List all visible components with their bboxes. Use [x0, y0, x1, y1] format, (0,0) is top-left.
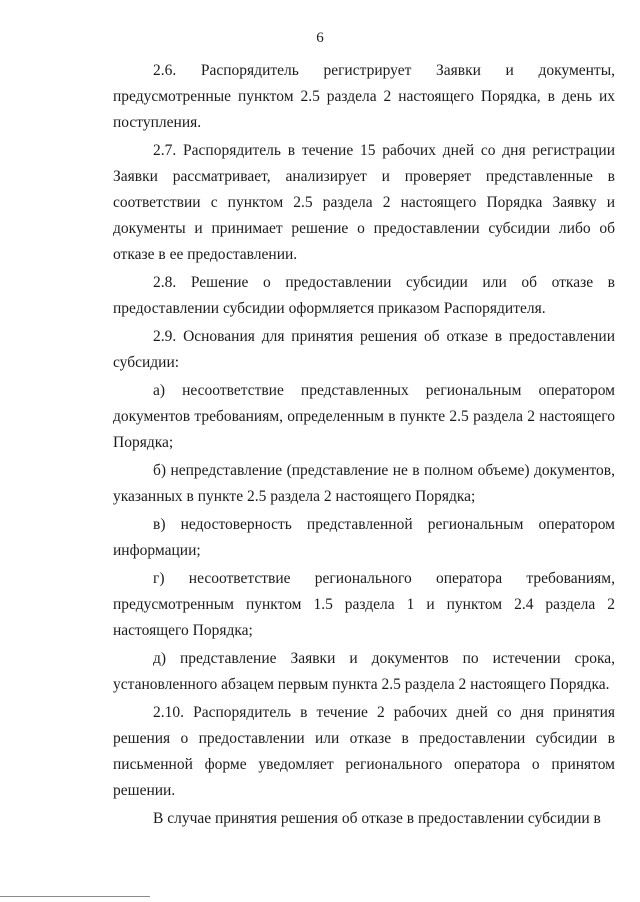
list-item-v: в) недостоверность представленной региональным оператором информации;: [113, 516, 615, 559]
document-body: [113, 58, 615, 832]
paragraph-2-6: 2.6. Распорядитель регистрирует Заявки и документы, предусмотренные пунктом 2.5 раздела 2 настоящего Порядка, в день их поступления.: [113, 62, 615, 131]
paragraph-2-7: 2.7. Распорядитель в течение 15 рабочих дней со дня регистрации Заявки рассматривает, анализирует и проверяет представленные в соответствии с пунктом 2.5 раздела 2 настоящего Порядка Заявку и документы и принимает решение о предоставлении субсидии либо об отказе в ее предоставлении.: [113, 142, 615, 263]
footer-divider: [0, 896, 150, 897]
list-item-b: б) непредставление (представление не в полном объеме) документов, указанных в пункте 2.5 раздела 2 настоящего Порядка;: [113, 462, 615, 505]
paragraph-2-10: 2.10. Распорядитель в течение 2 рабочих дней со дня принятия решения о предоставлении или отказе в предоставлении субсидии в письменной форме уведомляет регионального оператора о принятом решении.: [113, 704, 615, 799]
paragraph-refusal-continued: В случае принятия решения об отказе в предоставлении субсидии в: [153, 810, 601, 827]
paragraph-2-8: 2.8. Решение о предоставлении субсидии или об отказе в предоставлении субсидии оформляется приказом Распорядителя.: [113, 274, 615, 317]
list-item-g: г) несоответствие регионального оператора требованиям, предусмотренным пунктом 1.5 раздела 1 и пунктом 2.4 раздела 2 настоящего Порядка;: [113, 570, 615, 639]
paragraph-2-9: 2.9. Основания для принятия решения об отказе в предоставлении субсидии:: [113, 328, 615, 371]
page-number: 6: [316, 30, 324, 46]
list-item-a: а) несоответствие представленных региональным оператором документов требованиям, определенным в пункте 2.5 раздела 2 настоящего Порядка;: [113, 382, 615, 451]
list-item-d: д) представление Заявки и документов по истечении срока, установленного абзацем первым пункта 2.5 раздела 2 настоящего Порядка.: [113, 650, 615, 693]
